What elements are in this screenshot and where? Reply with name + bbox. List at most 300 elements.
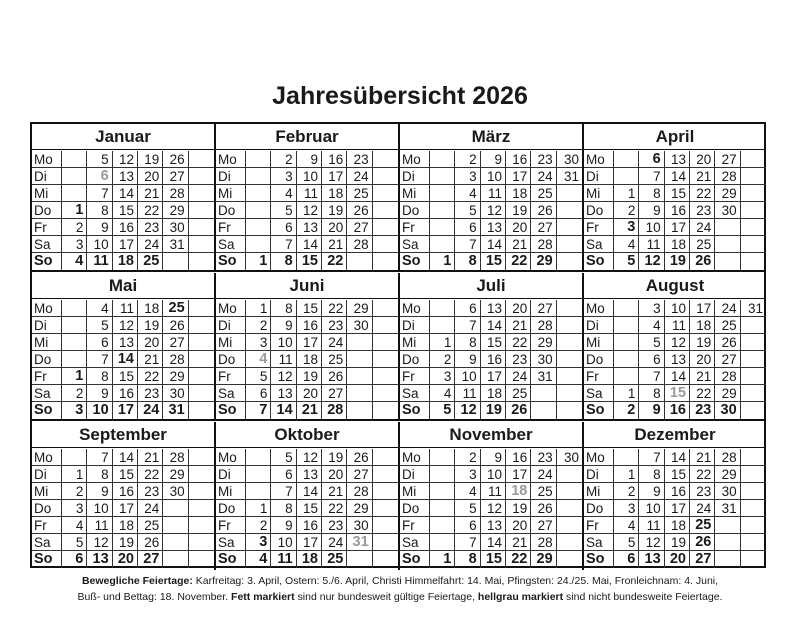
day-cell: 2 [271,151,296,168]
day-cell [557,253,582,270]
day-cell [189,317,214,334]
day-cell [163,253,188,270]
day-cell: 14 [271,402,296,419]
day-cell [715,534,740,551]
footer-movable-label: Bewegliche Feiertage: [81,575,193,587]
day-cell [430,534,455,551]
day-cell: 16 [297,517,322,534]
day-cell: 18 [665,517,690,534]
day-cell: 14 [297,483,322,500]
day-cell: 8 [455,551,480,568]
day-cell: 10 [87,236,112,253]
day-cell: 11 [87,253,112,270]
day-cell: 1 [62,368,87,385]
day-cell: 29 [531,253,556,270]
day-cell: 11 [481,185,506,202]
day-cell [189,351,214,368]
day-cell: 21 [690,168,715,185]
day-cell: 22 [322,500,347,517]
day-cell: 4 [455,483,480,500]
day-cell: 9 [87,385,112,402]
day-cell: 21 [138,185,163,202]
weekday-label: So [216,253,246,270]
weekday-label: Mi [216,334,246,351]
day-cell: 13 [297,219,322,236]
weekday-label: So [32,551,62,568]
day-cell: 29 [347,500,372,517]
day-cell: 18 [297,551,322,568]
day-cell: 21 [297,402,322,419]
day-cell [163,517,188,534]
day-cell: 16 [665,483,690,500]
day-cell: 17 [665,500,690,517]
day-cell [430,202,455,219]
day-cell: 1 [430,253,455,270]
day-cell [62,351,87,368]
day-cell: 7 [639,449,664,466]
day-cell: 15 [297,500,322,517]
day-cell: 8 [639,385,664,402]
day-cell [189,466,214,483]
day-cell [62,334,87,351]
day-cell: 5 [614,253,639,270]
day-cell: 23 [347,151,372,168]
day-cell: 15 [113,368,138,385]
day-cell: 22 [138,202,163,219]
day-cell: 5 [271,449,296,466]
day-cell [189,219,214,236]
weekday-label: Sa [216,534,246,551]
day-cell [246,466,271,483]
day-cell: 18 [481,385,506,402]
day-cell: 28 [347,236,372,253]
day-cell: 3 [271,168,296,185]
day-cell [163,534,188,551]
day-cell [373,368,398,385]
weekday-label: Sa [584,385,614,402]
weekday-label: Fr [584,219,614,236]
day-cell [347,402,372,419]
day-cell: 11 [481,483,506,500]
day-cell: 7 [246,402,271,419]
day-cell: 31 [557,168,582,185]
weekday-label: Fr [584,368,614,385]
day-cell [62,151,87,168]
day-cell [557,185,582,202]
day-cell [741,551,766,568]
day-cell: 25 [531,185,556,202]
footer-grey-label: hellgrau markiert [477,591,564,603]
day-cell [430,466,455,483]
day-cell [557,466,582,483]
day-cell: 16 [665,402,690,419]
day-cell [741,449,766,466]
day-cell [189,449,214,466]
day-cell: 20 [506,300,531,317]
day-cell: 1 [246,300,271,317]
day-cell: 7 [455,236,480,253]
day-cell [189,483,214,500]
day-cell [741,236,766,253]
day-cell [373,334,398,351]
day-cell: 5 [87,317,112,334]
weekday-label: Do [216,500,246,517]
day-cell: 20 [690,351,715,368]
day-cell [430,483,455,500]
day-cell [373,219,398,236]
day-cell [189,534,214,551]
day-cell: 6 [271,219,296,236]
day-cell: 17 [297,534,322,551]
day-cell: 3 [639,300,664,317]
day-cell: 9 [87,219,112,236]
day-cell: 12 [665,334,690,351]
day-cell [373,385,398,402]
day-cell: 19 [690,334,715,351]
day-cell: 22 [690,466,715,483]
day-cell [741,534,766,551]
day-cell: 28 [531,317,556,334]
day-cell [531,402,556,419]
day-cell: 6 [87,334,112,351]
day-cell: 6 [455,517,480,534]
weekday-label: Sa [584,236,614,253]
day-cell: 30 [163,483,188,500]
day-cell [373,449,398,466]
day-cell: 24 [715,300,740,317]
weekday-label: Sa [400,236,430,253]
day-cell [557,202,582,219]
day-cell: 2 [62,219,87,236]
day-cell: 18 [506,483,531,500]
day-cell: 26 [690,253,715,270]
day-cell: 24 [506,368,531,385]
day-cell [189,151,214,168]
weekday-label: Sa [216,385,246,402]
day-cell: 28 [715,368,740,385]
day-cell [62,449,87,466]
day-cell: 23 [690,483,715,500]
weekday-label: Sa [32,534,62,551]
day-cell: 10 [87,402,112,419]
day-cell: 1 [614,466,639,483]
day-cell: 26 [715,334,740,351]
day-cell [614,317,639,334]
day-cell: 7 [455,317,480,334]
day-cell: 2 [455,449,480,466]
day-cell: 6 [455,219,480,236]
day-cell: 8 [87,368,112,385]
weekday-label: So [400,402,430,419]
month-block-10 [400,422,584,570]
day-cell [557,368,582,385]
day-cell: 23 [322,517,347,534]
day-cell: 29 [531,551,556,568]
day-cell: 31 [531,368,556,385]
day-cell: 19 [506,500,531,517]
day-cell: 25 [138,253,163,270]
day-cell [347,334,372,351]
day-cell: 21 [322,483,347,500]
day-cell: 26 [163,151,188,168]
day-cell: 9 [639,483,664,500]
day-cell: 24 [531,466,556,483]
footer-line2-text: Buß- und Bettag: 18. November. [77,591,232,603]
day-cell: 14 [665,368,690,385]
day-cell: 4 [639,317,664,334]
day-cell [557,334,582,351]
day-cell: 23 [322,317,347,334]
day-cell: 26 [531,500,556,517]
weekday-label: Mo [584,151,614,168]
day-cell [189,300,214,317]
month-block-2 [400,124,584,272]
day-cell: 19 [481,402,506,419]
day-cell [430,236,455,253]
day-cell [741,517,766,534]
day-cell [189,551,214,568]
day-cell: 1 [614,385,639,402]
day-cell: 31 [163,236,188,253]
day-cell: 2 [614,402,639,419]
day-cell: 20 [113,551,138,568]
day-cell [373,534,398,551]
weekday-label: Mi [400,334,430,351]
day-cell: 14 [481,534,506,551]
weekday-label: Di [584,168,614,185]
day-cell [373,317,398,334]
day-cell: 20 [138,168,163,185]
day-cell: 10 [297,168,322,185]
day-cell [557,236,582,253]
day-cell: 5 [455,500,480,517]
day-cell: 12 [639,534,664,551]
day-cell: 7 [455,534,480,551]
day-cell: 24 [322,334,347,351]
day-cell [430,517,455,534]
day-cell: 12 [271,368,296,385]
day-cell: 25 [322,351,347,368]
day-cell [741,351,766,368]
day-cell: 21 [506,236,531,253]
day-cell [163,551,188,568]
day-cell: 8 [271,253,296,270]
weekday-label: Do [32,500,62,517]
day-cell: 14 [481,236,506,253]
day-cell: 29 [163,466,188,483]
day-cell: 9 [639,402,664,419]
day-cell: 25 [690,517,715,534]
day-cell [741,185,766,202]
weekday-label: Di [584,466,614,483]
day-cell: 2 [62,385,87,402]
day-cell [347,551,372,568]
day-cell: 15 [665,185,690,202]
day-cell: 16 [665,202,690,219]
day-cell: 30 [715,483,740,500]
day-cell: 1 [246,253,271,270]
day-cell: 13 [665,151,690,168]
day-cell [163,500,188,517]
day-cell [715,551,740,568]
day-cell [614,300,639,317]
weekday-label: Mo [400,449,430,466]
day-cell [557,402,582,419]
day-cell: 1 [62,202,87,219]
day-cell [373,402,398,419]
day-cell: 20 [138,334,163,351]
day-cell: 16 [506,151,531,168]
weekday-label: Di [216,317,246,334]
day-cell: 18 [322,185,347,202]
day-cell [430,449,455,466]
day-cell: 13 [481,517,506,534]
day-cell: 8 [639,185,664,202]
day-cell: 17 [690,300,715,317]
day-cell: 17 [481,368,506,385]
day-cell [246,236,271,253]
day-cell: 4 [246,551,271,568]
day-cell: 4 [271,185,296,202]
weekday-label: Fr [216,219,246,236]
weekday-label: Fr [32,517,62,534]
weekday-label: Di [584,317,614,334]
day-cell: 1 [246,500,271,517]
day-cell [373,517,398,534]
day-cell: 17 [113,402,138,419]
day-cell: 2 [62,483,87,500]
weekday-label: Do [584,500,614,517]
day-cell: 10 [481,466,506,483]
day-cell [373,351,398,368]
day-cell: 4 [62,253,87,270]
day-cell: 13 [639,551,664,568]
day-cell [741,253,766,270]
day-cell [557,551,582,568]
day-cell [373,551,398,568]
day-cell [741,466,766,483]
day-cell: 11 [639,236,664,253]
day-cell [189,185,214,202]
day-cell [373,168,398,185]
day-cell: 10 [639,500,664,517]
day-cell [557,483,582,500]
day-cell: 9 [481,151,506,168]
month-name: Oktober [216,422,398,448]
day-cell: 28 [163,449,188,466]
day-cell: 21 [138,449,163,466]
day-cell: 14 [113,351,138,368]
month-block-1 [216,124,400,272]
day-cell [189,385,214,402]
day-cell [715,517,740,534]
day-cell [614,151,639,168]
day-cell [189,500,214,517]
day-cell: 7 [639,168,664,185]
day-cell: 26 [690,534,715,551]
weekday-label: Do [584,202,614,219]
day-cell: 25 [163,300,188,317]
day-cell [741,368,766,385]
day-cell: 15 [113,466,138,483]
day-cell: 18 [113,517,138,534]
day-cell: 25 [322,551,347,568]
day-cell: 13 [113,168,138,185]
day-cell [373,483,398,500]
day-cell: 26 [347,202,372,219]
day-cell: 7 [271,236,296,253]
day-cell: 30 [347,317,372,334]
day-cell: 1 [430,551,455,568]
day-cell: 31 [741,300,766,317]
day-cell: 18 [506,185,531,202]
day-cell [189,334,214,351]
day-cell [531,385,556,402]
day-cell: 18 [138,300,163,317]
day-cell: 30 [347,517,372,534]
day-cell: 6 [639,151,664,168]
day-cell: 30 [163,385,188,402]
day-cell [741,219,766,236]
day-cell [557,517,582,534]
day-cell: 29 [531,334,556,351]
day-cell: 21 [690,449,715,466]
day-cell: 11 [113,300,138,317]
day-cell: 5 [614,534,639,551]
day-cell: 15 [481,253,506,270]
day-cell: 19 [665,253,690,270]
day-cell: 27 [690,551,715,568]
weekday-label: Di [32,317,62,334]
day-cell: 22 [138,368,163,385]
day-cell: 31 [163,402,188,419]
month-name: Mai [32,273,214,299]
day-cell: 8 [271,500,296,517]
day-cell: 11 [639,517,664,534]
day-cell: 28 [715,449,740,466]
weekday-label: Di [216,466,246,483]
day-cell: 16 [322,151,347,168]
day-cell: 16 [113,385,138,402]
weekday-label: Mo [216,449,246,466]
day-cell [557,500,582,517]
day-cell: 28 [531,236,556,253]
day-cell: 3 [614,219,639,236]
day-cell: 15 [297,300,322,317]
day-cell: 20 [506,219,531,236]
month-block-11 [584,422,766,570]
day-cell: 4 [455,185,480,202]
day-cell: 30 [557,151,582,168]
day-cell: 31 [347,534,372,551]
day-cell: 13 [481,300,506,317]
day-cell: 20 [322,219,347,236]
day-cell: 9 [639,202,664,219]
day-cell: 12 [113,317,138,334]
day-cell: 22 [506,253,531,270]
day-cell: 7 [87,351,112,368]
weekday-label: Mi [584,185,614,202]
weekday-label: Di [400,317,430,334]
weekday-label: Mi [216,185,246,202]
weekday-label: Mi [584,334,614,351]
day-cell [741,317,766,334]
day-cell: 29 [715,185,740,202]
day-cell: 25 [531,483,556,500]
day-cell [373,236,398,253]
day-cell: 11 [271,351,296,368]
day-cell [741,168,766,185]
